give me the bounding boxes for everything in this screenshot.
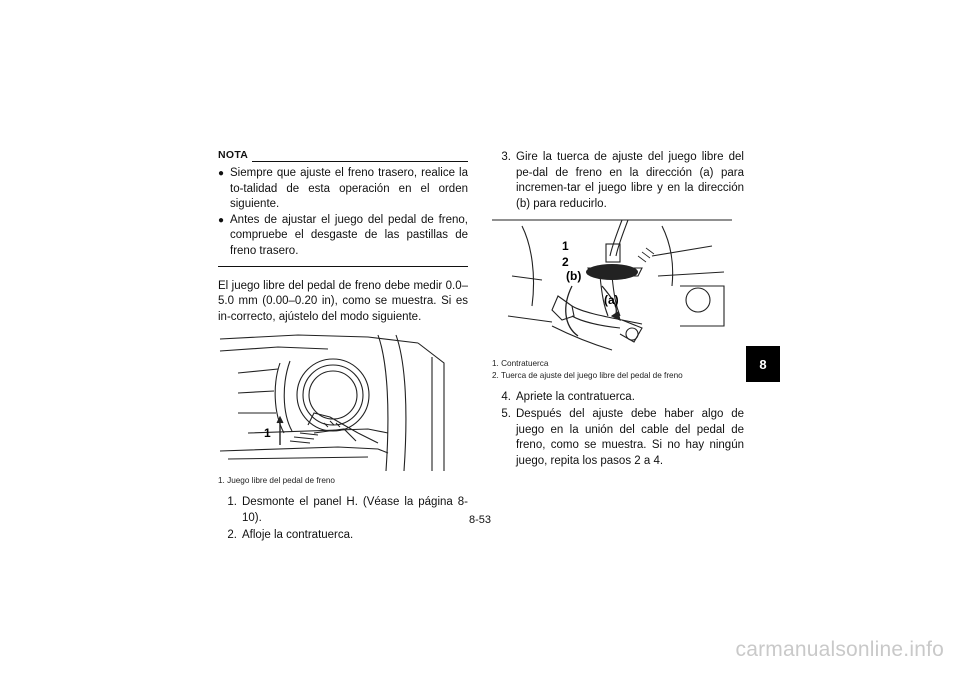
brake-pedal-illustration (218, 333, 450, 473)
step-item (218, 528, 468, 544)
bullet-icon: ● (218, 168, 225, 179)
figure2-label: 1 (562, 239, 569, 254)
figure2-label: (a) (604, 293, 619, 308)
figure2-caption: 1. Contratuerca (492, 359, 549, 369)
chapter-tab: 8 (746, 346, 780, 382)
nota-divider (252, 161, 468, 162)
adjuster-figure (492, 216, 744, 382)
step-text: Gire la tuerca de ajuste del juego libre del pe-dal de freno en la dirección (a) para incremen-tar el juego libre y en la dirección (b) para reducirlo. (516, 151, 744, 210)
watermark: carmanualsonline.info (735, 638, 944, 661)
step-number: 2. (227, 528, 237, 541)
step-item (492, 407, 744, 469)
nota-label: NOTA (218, 149, 249, 162)
steps-right (492, 390, 744, 469)
left-column (218, 150, 468, 543)
brake-pedal-figure (218, 333, 468, 487)
page-number: 8-53 (468, 514, 492, 526)
nota-bullet (218, 213, 468, 260)
figure1-label: 1 (264, 426, 271, 441)
step-text: Apriete la contratuerca. (516, 391, 635, 404)
step-item (218, 495, 468, 526)
bullet-icon: ● (218, 214, 225, 226)
figure2-label: (b) (566, 269, 582, 284)
figure2-caption: 2. Tuerca de ajuste del juego libre del pedal de freno (492, 371, 683, 381)
step-item (492, 150, 744, 212)
nota-bullet-text: Antes de ajustar el juego del pedal de freno, compruebe el desgaste de las pastillas de freno trasero. (230, 213, 468, 257)
right-column (492, 150, 744, 469)
adjuster-illustration (492, 216, 732, 356)
nota-header (218, 150, 468, 164)
step-number: 5. (501, 407, 511, 420)
nota-bullet-text: Siempre que ajuste el freno trasero, realice la to-talidad de esta operación en el orden siguiente. (230, 167, 468, 211)
step-number: 3. (501, 151, 511, 163)
nota-end-divider (218, 266, 468, 267)
step-number: 4. (501, 391, 511, 404)
step-item (492, 390, 744, 406)
step-text: Después del ajuste debe haber algo de juego en la unión del cable del pedal de freno, como se muestra. Si no hay ningún juego, repita los pasos 2 a 4. (516, 407, 744, 467)
nota-bullet (218, 166, 468, 213)
steps-left (218, 495, 468, 543)
step-number: 1. (227, 496, 237, 509)
step-text: Desmonte el panel H. (Véase la página 8-10). (242, 496, 468, 524)
step-text: Afloje la contratuerca. (242, 528, 354, 541)
figure2-label: 2 (562, 255, 569, 270)
figure1-caption: 1. Juego libre del pedal de freno (218, 476, 335, 486)
intro-paragraph: El juego libre del pedal de freno debe medir 0.0–5.0 mm (0.00–0.20 in), como se muestra. Si es in-correcto, ajústelo del modo siguiente. (218, 279, 468, 323)
